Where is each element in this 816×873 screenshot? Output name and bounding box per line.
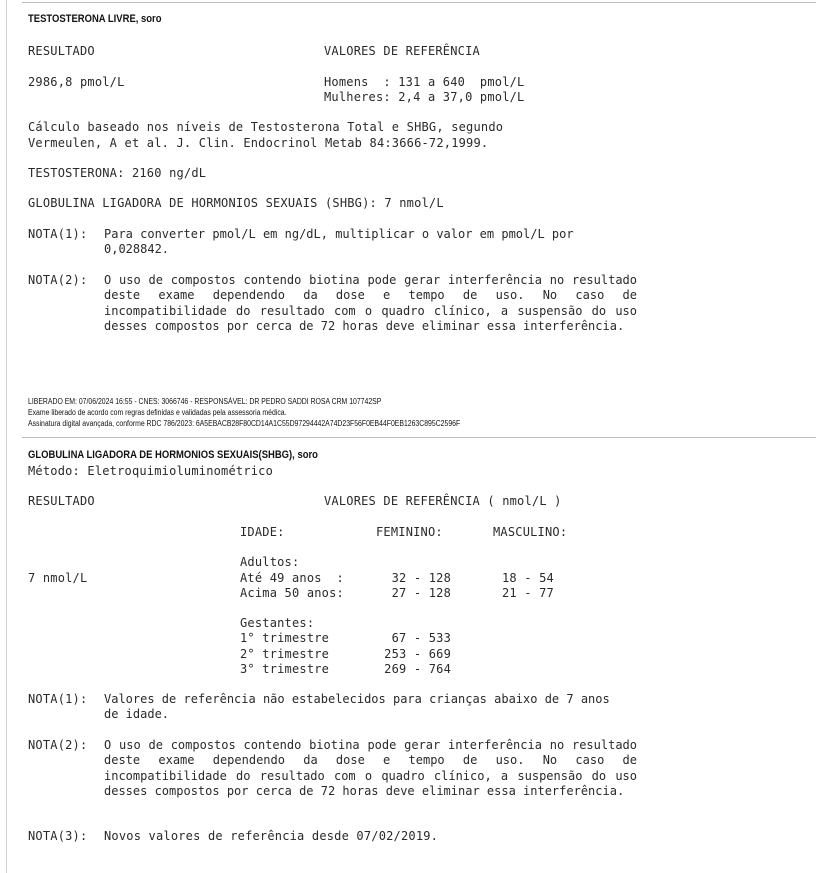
calc-note-line: Cálculo baseado nos níveis de Testosterona Total e SHBG, segundo <box>28 120 504 134</box>
masculino-value: 18 - 54 <box>502 571 554 585</box>
age-range-label: Acima 50 anos: <box>240 586 344 600</box>
reference-women: Mulheres: 2,4 a 37,0 pmol/L <box>324 90 525 104</box>
release-info: LIBERADO EM: 07/06/2024 16:55 - CNES: 3066746 - RESPONSÁVEL: DR PEDRO SADDI ROSA CRM 107742SP <box>28 397 382 406</box>
testosterona-value: TESTOSTERONA: 2160 ng/dL <box>28 166 207 180</box>
feminino-value: 27 - 128 <box>391 586 451 600</box>
nota-text: Para converter pmol/L em ng/dL, multiplicar o valor em pmol/L por 0,028842. <box>104 227 574 257</box>
trimester-label: 2° trimestre <box>240 647 330 661</box>
column-header-idade: IDADE: <box>240 525 285 539</box>
method: Método: Eletroquimioluminométrico <box>28 464 274 478</box>
top-divider <box>22 2 816 3</box>
result-value: 7 nmol/L <box>28 571 88 585</box>
masculino-value: 21 - 77 <box>502 586 554 600</box>
column-header-masculino: MASCULINO: <box>493 525 568 539</box>
nota-text: Novos valores de referência desde 07/02/2019. <box>104 829 439 843</box>
nota-label: NOTA(1): <box>28 227 88 241</box>
trimester-label: 1° trimestre <box>240 631 330 645</box>
section-title-testosterona-livre: TESTOSTERONA LIVRE, soro <box>28 13 162 25</box>
page-left-edge <box>6 0 7 873</box>
result-value: 2986,8 pmol/L <box>28 75 125 89</box>
reference-header: VALORES DE REFERÊNCIA ( nmol/L ) <box>324 494 562 508</box>
nota-text: O uso de compostos contendo biotina pode gerar interferência no resultado deste exame dependendo da dose e tempo de uso. No caso de incompatibilidade do resultado com o quadro clínico, a suspensão do uso desses compostos por cerca de 72 horas deve eliminar essa interferência. <box>104 738 637 798</box>
column-header-feminino: FEMININO: <box>376 525 443 539</box>
feminino-value: 32 - 128 <box>391 571 451 585</box>
reference-header: VALORES DE REFERÊNCIA <box>324 44 480 58</box>
validation-info: Exame liberado de acordo com regras definidas e validadas pela assessoria médica. <box>28 408 287 417</box>
group-label-gestantes: Gestantes: <box>240 616 315 630</box>
nota-text: Valores de referência não estabelecidos para crianças abaixo de 7 anos de idade. <box>104 692 610 722</box>
result-header: RESULTADO <box>28 494 95 508</box>
section-title-shbg: GLOBULINA LIGADORA DE HORMONIOS SEXUAIS(SHBG), soro <box>28 449 318 461</box>
section-divider <box>22 437 816 438</box>
trimester-label: 3° trimestre <box>240 662 330 676</box>
reference-men: Homens : 131 a 640 pmol/L <box>324 75 525 89</box>
shbg-value: GLOBULINA LIGADORA DE HORMONIOS SEXUAIS (SHBG): 7 nmol/L <box>28 196 444 210</box>
nota-text: O uso de compostos contendo biotina pode gerar interferência no resultado deste exame dependendo da dose e tempo de uso. No caso de incompatibilidade do resultado com o quadro clínico, a suspensão do uso desses compostos por cerca de 72 horas deve eliminar essa interferência. <box>104 273 637 333</box>
age-range-label: Até 49 anos : <box>240 571 344 585</box>
digital-signature: Assinatura digital avançada, conforme RDC 786/2023: 6A5EBACB28F80CD14A1C55D97294442A74D23F56F0EB44F0EB1263C895C2596F <box>28 419 461 428</box>
feminino-value: 269 - 764 <box>384 662 451 676</box>
feminino-value: 67 - 533 <box>391 631 451 645</box>
calc-note-line: Vermeulen, A et al. J. Clin. Endocrinol Metab 84:3666-72,1999. <box>28 136 489 150</box>
nota-label: NOTA(2): <box>28 273 88 287</box>
group-label-adultos: Adultos: <box>240 555 300 569</box>
nota-label: NOTA(2): <box>28 738 88 752</box>
feminino-value: 253 - 669 <box>384 647 451 661</box>
nota-label: NOTA(3): <box>28 829 88 843</box>
result-header: RESULTADO <box>28 44 95 58</box>
nota-label: NOTA(1): <box>28 692 88 706</box>
